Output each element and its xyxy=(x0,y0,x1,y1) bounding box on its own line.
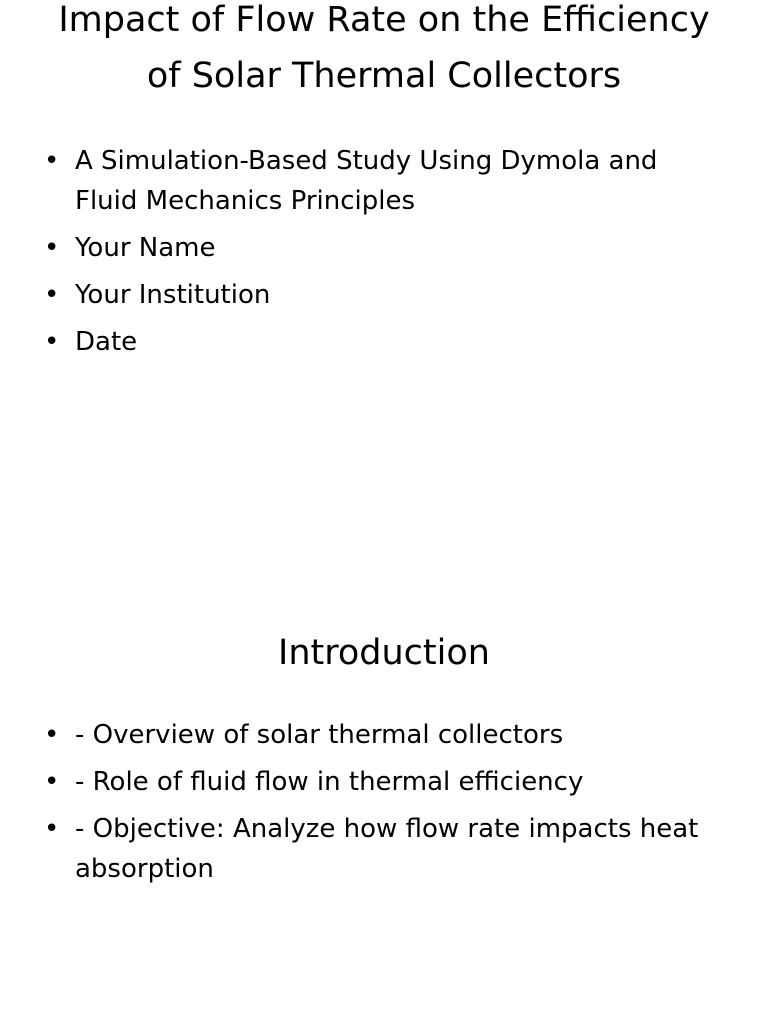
bullet-text: - Role of fluid flow in thermal efficiency xyxy=(75,767,584,797)
bullet-list xyxy=(44,715,724,896)
bullet-text: Your Institution xyxy=(75,280,271,310)
bullet-text: - Objective: Analyze how flow rate impacts heat absorption xyxy=(75,814,699,884)
bullet-icon: • xyxy=(44,814,60,844)
slide-title: Impact of Flow Rate on the Efficiency of Solar Thermal Collectors xyxy=(58,0,710,96)
bullet-item xyxy=(44,141,724,221)
bullet-icon: • xyxy=(44,146,60,176)
bullet-text: Your Name xyxy=(75,233,216,263)
bullet-text: A Simulation-Based Study Using Dymola and Fluid Mechanics Principles xyxy=(75,146,658,216)
bullet-icon: • xyxy=(44,767,60,797)
bullet-item xyxy=(44,322,724,362)
bullet-item xyxy=(44,809,724,889)
bullet-icon: • xyxy=(44,233,60,263)
bullet-text: - Overview of solar thermal collectors xyxy=(75,720,564,750)
bullet-list xyxy=(44,141,724,369)
bullet-item xyxy=(44,762,724,802)
introduction-slide xyxy=(0,512,768,1024)
bullet-icon: • xyxy=(44,327,60,357)
bullet-item xyxy=(44,275,724,315)
slide-title: Introduction xyxy=(278,633,490,673)
bullet-text: Date xyxy=(75,327,138,357)
bullet-item xyxy=(44,715,724,755)
bullet-icon: • xyxy=(44,720,60,750)
bullet-icon: • xyxy=(44,280,60,310)
bullet-item xyxy=(44,228,724,268)
